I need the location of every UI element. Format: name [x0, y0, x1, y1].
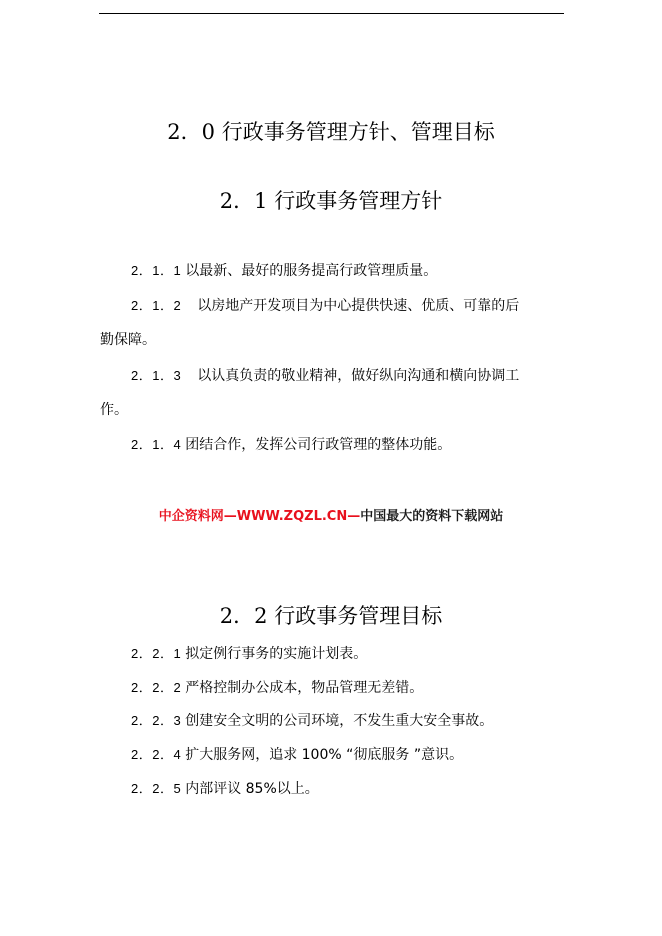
item-number: 2．1．4	[131, 437, 182, 452]
item-text: 扩大服务网，追求 100% “彻底服务 ”意识。	[185, 747, 464, 763]
item-2-1-4	[131, 428, 563, 462]
section-2-title: 2．2 行政事务管理目标	[219, 604, 443, 628]
item-number: 2．2．5	[131, 781, 182, 796]
item-text: 拟定例行事务的实施计划表。	[185, 646, 368, 662]
header-rule	[99, 13, 564, 14]
section-1-title: 2．1 行政事务管理方针	[219, 189, 443, 213]
item-2-2-5	[131, 772, 563, 806]
item-number: 2．2．2	[131, 680, 182, 695]
item-2-1-3	[100, 359, 563, 427]
item-text: 创建安全文明的公司环境，不发生重大安全事故。	[185, 713, 494, 729]
item-2-1-2	[100, 289, 563, 357]
main-heading: 2．0 行政事务管理方针、管理目标	[167, 120, 495, 144]
item-text: 以认真负责的敬业精神，做好纵向沟通和横向协调工	[197, 368, 520, 384]
item-number: 2．1．3	[131, 368, 182, 383]
item-2-2-4	[131, 738, 563, 772]
item-text: 团结合作，发挥公司行政管理的整体功能。	[185, 437, 452, 453]
item-text: 内部评议 85%以上。	[185, 781, 319, 797]
item-text-continuation: 勤保障。	[100, 332, 156, 348]
item-2-1-1	[131, 254, 563, 288]
item-number: 2．2．4	[131, 747, 182, 762]
item-2-2-1	[131, 637, 563, 671]
source-site-name: 中企资料网—WWW.ZQZL.CN—	[158, 509, 361, 524]
item-number: 2．2．3	[131, 713, 182, 728]
item-2-2-2	[131, 671, 563, 705]
item-number: 2．2．1	[131, 646, 182, 661]
item-text-continuation: 作。	[100, 402, 128, 418]
item-text: 严格控制办公成本，物品管理无差错。	[185, 680, 424, 696]
source-site-tagline: 中国最大的资料下载网站	[360, 509, 504, 524]
source-watermark-line	[0, 508, 662, 526]
item-text: 以房地产开发项目为中心提供快速、优质、可靠的后	[197, 298, 520, 314]
item-2-2-3	[131, 704, 563, 738]
item-number: 2．1．1	[131, 263, 182, 278]
item-number: 2．1．2	[131, 298, 182, 313]
item-text: 以最新、最好的服务提高行政管理质量。	[185, 263, 438, 279]
